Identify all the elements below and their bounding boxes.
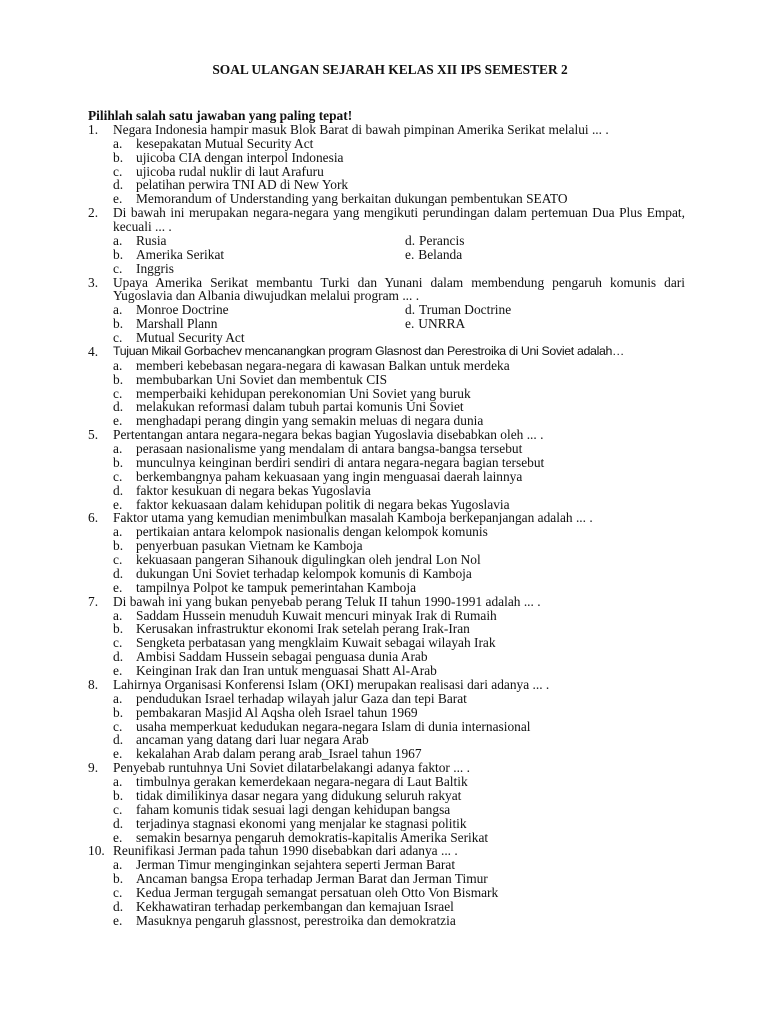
option-text: munculnya keinginan berdiri sendiri di antara negara-negara bagian tersebut [136,454,545,470]
answer-option [88,650,685,664]
option-text: ancaman yang datang dari luar negara Arab [136,732,369,748]
question-number: 10. [88,843,105,859]
option-letter: c. [113,552,123,567]
option-text: Monroe Doctrine [136,302,229,318]
answer-option [88,872,685,886]
question-text: Negara Indonesia hampir masuk Blok Barat di bawah pimpinan Amerika Serikat melalui ... . [113,121,609,137]
option-text: Belanda [418,246,463,262]
answer-option [88,137,685,151]
question-number: 5. [88,427,99,443]
answer-option [88,747,685,761]
answer-option [88,775,685,789]
question [88,276,685,304]
answer-option [88,553,685,567]
question-text: Penyebab runtuhnya Uni Soviet dilatarbelakangi adanya faktor ... . [113,760,470,776]
answer-option [113,317,405,331]
option-text: pendudukan Israel terhadap wilayah jalur Gaza dan tepi Barat [136,690,467,706]
instruction: Pilihlah salah satu jawaban yang paling tepat! [88,108,353,123]
answer-option [88,470,685,484]
option-letter: b. [113,149,124,165]
option-letter: e. [405,246,415,262]
question-text: Di bawah ini merupakan negara-negara yang mengikuti perundingan dalam pertemuan Dua Plus Empat, kecuali ... . [113,205,685,234]
answer-option [405,303,685,317]
option-letter: b. [113,538,124,554]
option-text: kesepakatan Mutual Security Act [136,135,314,151]
answer-options [88,303,685,345]
option-text: membubarkan Uni Soviet dan membentuk CIS [136,371,388,387]
answer-option [88,664,685,678]
answer-option [88,525,685,539]
answer-option [88,803,685,817]
option-text: Masuknya pengaruh glassnost, perestroika dan demokratzia [136,912,456,928]
option-letter: b. [113,316,124,332]
option-letter: e. [113,413,123,429]
question-text: Lahirnya Organisasi Konferensi Islam (OKI) merupakan realisasi dari adanya ... . [113,676,550,692]
option-text: UNRRA [418,316,466,332]
option-letter: d. [113,482,124,498]
answer-option [405,234,685,248]
option-text: Kerusakan infrastruktur ekonomi Irak setelah perang Irak-Iran [136,621,470,637]
option-text: faham komunis tidak sesuai lagi dengan kehidupan bangsa [136,801,451,817]
question-number: 8. [88,676,99,692]
answer-option [88,914,685,928]
option-letter: c. [113,260,123,276]
option-text: faktor kekuasaan dalam kehidupan politik di negara bekas Yugoslavia [136,496,510,512]
answer-option [88,858,685,872]
question-item [88,511,685,594]
option-letter: a. [113,441,123,456]
option-letter: b. [113,871,124,887]
option-letter: d. [405,302,416,318]
option-letter: a. [113,135,123,151]
answer-option [88,886,685,900]
option-letter: d. [113,815,124,831]
option-text: pertikaian antara kelompok nasionalis dengan kelompok komunis [136,524,488,540]
option-letter: a. [113,302,123,318]
option-letter: e. [405,316,415,332]
option-text: penyerbuan pasukan Vietnam ke Kamboja [136,538,363,554]
answer-option [88,831,685,845]
option-letter: e. [113,829,123,845]
question-number: 3. [88,274,99,290]
answer-option [88,498,685,512]
option-text: timbulnya gerakan kemerdekaan negara-negara di Laut Baltik [136,774,468,789]
answer-option [88,151,685,165]
option-letter: d. [113,177,124,193]
option-text: Kedua Jerman tergugah semangat persatuan oleh Otto Von Bismark [136,885,499,900]
answer-option [88,817,685,831]
option-text: Amerika Serikat [136,246,225,262]
option-letter: e. [113,496,123,512]
answer-option [88,567,685,581]
option-letter: a. [113,774,123,789]
option-letter: d. [113,565,124,581]
answer-options [88,234,685,276]
option-text: perasaan nasionalisme yang mendalam di antara bangsa-bangsa tersebut [136,441,523,456]
question [88,678,685,692]
option-text: Ambisi Saddam Hussein sebagai penguasa dunia Arab [136,649,428,665]
option-text: Inggris [136,260,174,276]
question-item [88,761,685,844]
option-text: terjadinya stagnasi ekonomi yang menjalar ke stagnasi politik [136,815,467,831]
answer-option [88,414,685,428]
answer-option [88,192,685,206]
option-text: Truman Doctrine [419,302,512,318]
option-letter: c. [113,801,123,817]
option-letter: d. [113,649,124,665]
answer-option [88,165,685,179]
option-letter: e. [113,191,123,207]
option-letter: e. [113,579,123,595]
answer-option [113,331,405,345]
question [88,345,685,359]
option-text: ujicoba rudal nuklir di laut Arafuru [136,163,324,179]
option-text: Jerman Timur menginginkan sejahtera seperti Jerman Barat [136,857,456,873]
question [88,428,685,442]
option-letter: b. [113,787,124,803]
question-item [88,276,685,345]
answer-option [88,692,685,706]
option-letter: b. [113,246,124,262]
answer-option [88,720,685,734]
option-letter: d. [113,399,124,415]
option-letter: a. [113,607,123,623]
option-text: melakukan reformasi dalam tubuh partai komunis Uni Soviet [136,399,464,415]
option-text: Mutual Security Act [136,330,245,345]
answer-option [113,303,405,317]
option-letter: c. [113,163,123,179]
answer-option [88,359,685,373]
option-letter: e. [113,746,123,762]
option-letter: d. [113,898,124,914]
option-letter: c. [113,330,123,345]
question-number: 2. [88,205,99,221]
answer-option [88,581,685,595]
answer-option [88,622,685,636]
option-text: tampilnya Polpot ke tampuk pemerintahan Kamboja [136,579,417,595]
question-text: Reunifikasi Jerman pada tahun 1990 disebabkan dari adanya ... . [113,843,458,859]
option-text: Perancis [419,232,465,248]
question-item [88,206,685,275]
question-text: Tujuan Mikail Gorbachev mencanangkan program Glasnost dan Perestroika di Uni Soviet adalah… [113,343,625,358]
answer-option [113,262,405,276]
option-text: Keinginan Irak dan Iran untuk menguasai Shatt Al-Arab [136,663,437,678]
question-number: 6. [88,510,99,526]
option-text: kekuasaan pangeran Sihanouk digulingkan oleh jendral Lon Nol [136,552,481,567]
option-text: tidak dimilikinya dasar negara yang didukung seluruh rakyat [136,787,462,803]
answer-option [88,387,685,401]
option-text: usaha memperkuat kedudukan negara-negara Islam di dunia internasional [136,718,531,734]
option-text: Kekhawatiran terhadap perkembangan dan kemajuan Israel [136,898,454,914]
question-number: 9. [88,760,99,776]
option-letter: a. [113,524,123,540]
question-text: Di bawah ini yang bukan penyebab perang Teluk II tahun 1990-1991 adalah ... . [113,593,541,609]
option-letter: c. [113,635,123,651]
option-text: faktor kesukuan di negara bekas Yugoslavia [136,482,371,498]
question-number: 4. [88,343,99,359]
option-letter: e. [113,912,123,928]
answer-option [88,706,685,720]
option-text: memperbaiki kehidupan perekonomian Uni Soviet yang buruk [136,385,471,401]
question-list [88,109,685,928]
answer-option [405,248,685,262]
answer-option [88,636,685,650]
question-text: Upaya Amerika Serikat membantu Turki dan Yunani dalam membendung pengaruh komunis dari Yugoslavia dan Albania diwujudkan melalui program ... . [113,274,685,304]
option-letter: c. [113,468,123,484]
answer-option [405,317,685,331]
question [88,761,685,775]
answer-option [88,442,685,456]
answer-option [113,248,405,262]
option-text: Saddam Hussein menuduh Kuwait mencuri minyak Irak di Rumaih [136,607,497,623]
question [88,595,685,609]
option-letter: b. [113,371,124,387]
question-item [88,345,685,428]
answer-option [88,609,685,623]
answer-option [88,539,685,553]
answer-option [88,733,685,747]
option-text: Marshall Plann [136,316,218,332]
question-text: Faktor utama yang kemudian menimbulkan masalah Kamboja berkepanjangan adalah ... . [113,510,593,526]
option-text: semakin besarnya pengaruh demokratis-kapitalis Amerika Serikat [136,829,489,845]
option-text: Sengketa perbatasan yang mengklaim Kuwait sebagai wilayah Irak [136,635,496,651]
option-text: menghadapi perang dingin yang semakin meluas di negara dunia [136,413,484,429]
option-text: Memorandum of Understanding yang berkaitan dukungan pembentukan SEATO [136,191,568,207]
option-text: kekalahan Arab dalam perang arab_Israel tahun 1967 [136,746,422,762]
option-letter: c. [113,385,123,401]
question [88,206,685,234]
answer-option [113,234,405,248]
option-letter: c. [113,718,123,734]
question-number: 1. [88,121,99,137]
option-text: berkembangnya paham kekuasaan yang ingin menguasai daerah lainnya [136,468,523,484]
option-text: memberi kebebasan negara-negara di kawasan Balkan untuk merdeka [136,357,510,373]
option-text: ujicoba CIA dengan interpol Indonesia [136,149,344,165]
question-item [88,678,685,761]
option-letter: b. [113,454,124,470]
page-title: SOAL ULANGAN SEJARAH KELAS XII IPS SEMESTER 2 [212,62,568,77]
option-text: pembakaran Masjid Al Aqsha oleh Israel tahun 1969 [136,704,418,720]
question [88,511,685,525]
answer-option [88,900,685,914]
answer-option [88,373,685,387]
option-text: Ancaman bangsa Eropa terhadap Jerman Barat dan Jerman Timur [136,871,488,887]
option-letter: a. [113,690,123,706]
option-letter: b. [113,621,124,637]
question-item [88,428,685,511]
question-text: Pertentangan antara negara-negara bekas bagian Yugoslavia disebabkan oleh ... . [113,427,544,443]
answer-option [88,400,685,414]
option-text: pelatihan perwira TNI AD di New York [136,177,349,193]
question-item [88,844,685,927]
question [88,844,685,858]
question-item [88,123,685,206]
question-item [88,595,685,678]
question [88,123,685,137]
option-letter: d. [405,232,416,248]
answer-option [88,456,685,470]
question-number: 7. [88,593,99,609]
option-text: dukungan Uni Soviet terhadap kelompok komunis di Kamboja [136,565,472,581]
option-letter: b. [113,704,124,720]
option-letter: a. [113,357,123,373]
option-letter: e. [113,663,123,678]
option-letter: a. [113,232,123,248]
option-letter: d. [113,732,124,748]
option-letter: c. [113,885,123,900]
answer-option [88,789,685,803]
answer-option [88,484,685,498]
answer-option [88,178,685,192]
option-text: Rusia [136,232,167,248]
option-letter: a. [113,857,123,873]
